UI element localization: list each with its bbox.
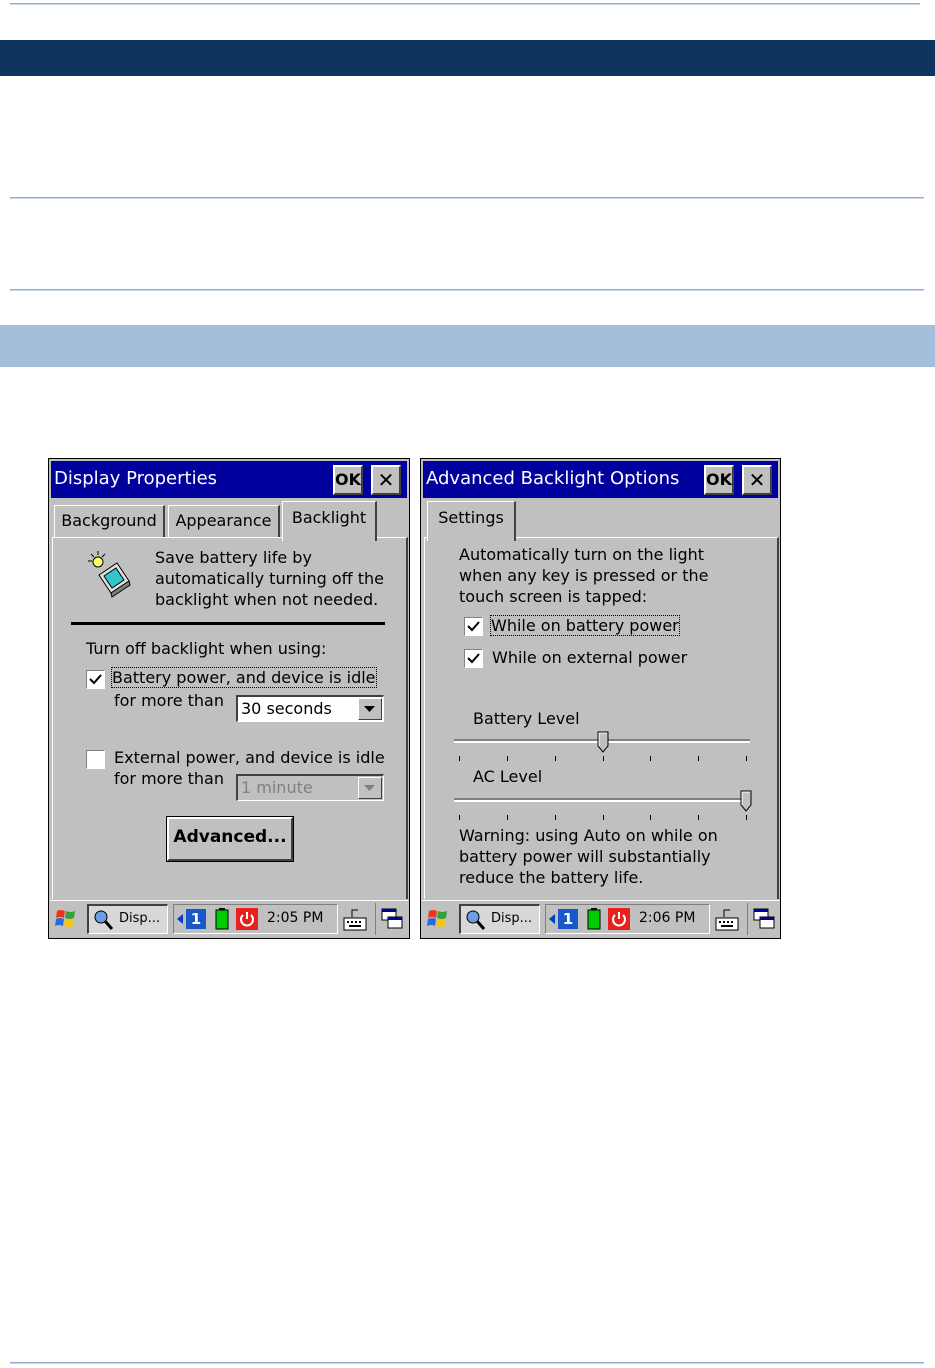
tab-background[interactable] (54, 505, 165, 537)
tab-appearance[interactable] (168, 505, 280, 537)
keyboard-icon[interactable] (342, 906, 368, 932)
advanced-button[interactable]: Advanced... (167, 817, 293, 861)
slider-tick (650, 756, 651, 761)
external-idle-sublabel: for more than (114, 769, 224, 788)
title-bar (423, 461, 778, 498)
taskbar-task-button[interactable] (459, 904, 540, 934)
bottom-rule (10, 1362, 924, 1364)
top-rule (10, 3, 920, 5)
system-tray (173, 904, 338, 934)
ok-button[interactable]: OK (333, 465, 363, 495)
tab-label: Appearance (175, 511, 272, 530)
battery-idle-label[interactable]: Battery power, and device is idle (112, 668, 376, 687)
battery-level-slider-thumb[interactable] (597, 731, 609, 753)
slider-tick (746, 756, 747, 761)
channel-indicator[interactable]: 1 (186, 909, 206, 929)
ac-level-slider-thumb[interactable] (740, 790, 752, 812)
external-power-checkbox[interactable] (464, 649, 483, 668)
intro-text: Automatically turn on the light when any key is pressed or the touch screen is tapped: (459, 545, 709, 606)
slider-tick (555, 756, 556, 761)
external-timeout-select (236, 774, 384, 801)
backlight-device-icon (85, 549, 135, 603)
windows-flag-icon[interactable] (55, 908, 77, 934)
arrow-left-icon[interactable] (549, 914, 555, 924)
ok-button[interactable]: OK (704, 465, 734, 495)
subsection-header-band (0, 325, 935, 367)
chevron-down-icon[interactable] (358, 698, 382, 720)
battery-power-label[interactable]: While on battery power (491, 616, 679, 635)
tab-backlight[interactable] (282, 501, 377, 541)
tab-settings[interactable] (427, 501, 516, 541)
battery-icon[interactable] (587, 908, 601, 930)
desktop-toggle-icon[interactable] (747, 903, 779, 935)
taskbar-task-button[interactable] (87, 904, 168, 934)
tab-label: Backlight (291, 508, 367, 527)
select-value: 1 minute (241, 778, 313, 797)
slider-tick (746, 815, 747, 820)
battery-level-label: Battery Level (473, 709, 580, 728)
taskbar (50, 900, 408, 937)
task-label: Disp... (491, 911, 533, 926)
battery-timeout-select[interactable] (236, 695, 384, 722)
chevron-down-icon (358, 777, 382, 799)
window-title: Display Properties (54, 468, 218, 489)
slider-tick (698, 756, 699, 761)
note-rule-bottom (10, 289, 924, 291)
slider-tick (459, 756, 460, 761)
desktop-toggle-icon[interactable] (375, 903, 407, 935)
slider-tick (507, 815, 508, 820)
battery-idle-sublabel: for more than (114, 691, 224, 710)
windows-flag-icon[interactable] (427, 908, 449, 934)
channel-indicator[interactable]: 1 (558, 909, 578, 929)
tab-label: Background (61, 511, 157, 530)
clock[interactable]: 2:05 PM (267, 910, 324, 926)
slider-tick (603, 756, 604, 761)
advanced-backlight-options-window (420, 458, 781, 939)
power-icon[interactable] (236, 908, 258, 930)
select-value: 30 seconds (241, 699, 332, 718)
clock[interactable]: 2:06 PM (639, 910, 696, 926)
close-button[interactable]: ✕ (742, 465, 772, 495)
keyboard-icon[interactable] (714, 906, 740, 932)
display-app-icon (464, 909, 486, 931)
external-idle-label[interactable]: External power, and device is idle (114, 748, 385, 767)
external-power-label[interactable]: While on external power (492, 648, 688, 667)
system-tray (545, 904, 710, 934)
external-idle-checkbox[interactable] (86, 750, 105, 769)
slider-tick (603, 815, 604, 820)
ac-level-track[interactable] (454, 798, 750, 802)
power-icon[interactable] (608, 908, 630, 930)
slider-tick (698, 815, 699, 820)
task-label: Disp... (119, 911, 161, 926)
intro-text: Save battery life by automatically turning off the backlight when not needed. (155, 548, 384, 609)
slider-tick (507, 756, 508, 761)
close-button[interactable]: ✕ (371, 465, 401, 495)
section-label: Turn off backlight when using: (86, 639, 327, 658)
separator (71, 622, 385, 625)
warning-text: Warning: using Auto on while on battery power will substantially reduce the battery life. (459, 826, 718, 887)
section-header-band (0, 40, 935, 76)
slider-tick (459, 815, 460, 820)
slider-tick (555, 815, 556, 820)
battery-icon[interactable] (215, 908, 229, 930)
arrow-left-icon[interactable] (177, 914, 183, 924)
window-title: Advanced Backlight Options (426, 468, 680, 489)
battery-power-checkbox[interactable] (464, 617, 483, 636)
display-properties-window (48, 458, 410, 939)
battery-idle-checkbox[interactable] (86, 670, 105, 689)
note-rule-top (10, 197, 924, 199)
tab-label: Settings (438, 508, 504, 527)
display-app-icon (92, 909, 114, 931)
ac-level-label: AC Level (473, 767, 543, 786)
taskbar (422, 900, 779, 937)
slider-tick (650, 815, 651, 820)
title-bar (51, 461, 407, 498)
